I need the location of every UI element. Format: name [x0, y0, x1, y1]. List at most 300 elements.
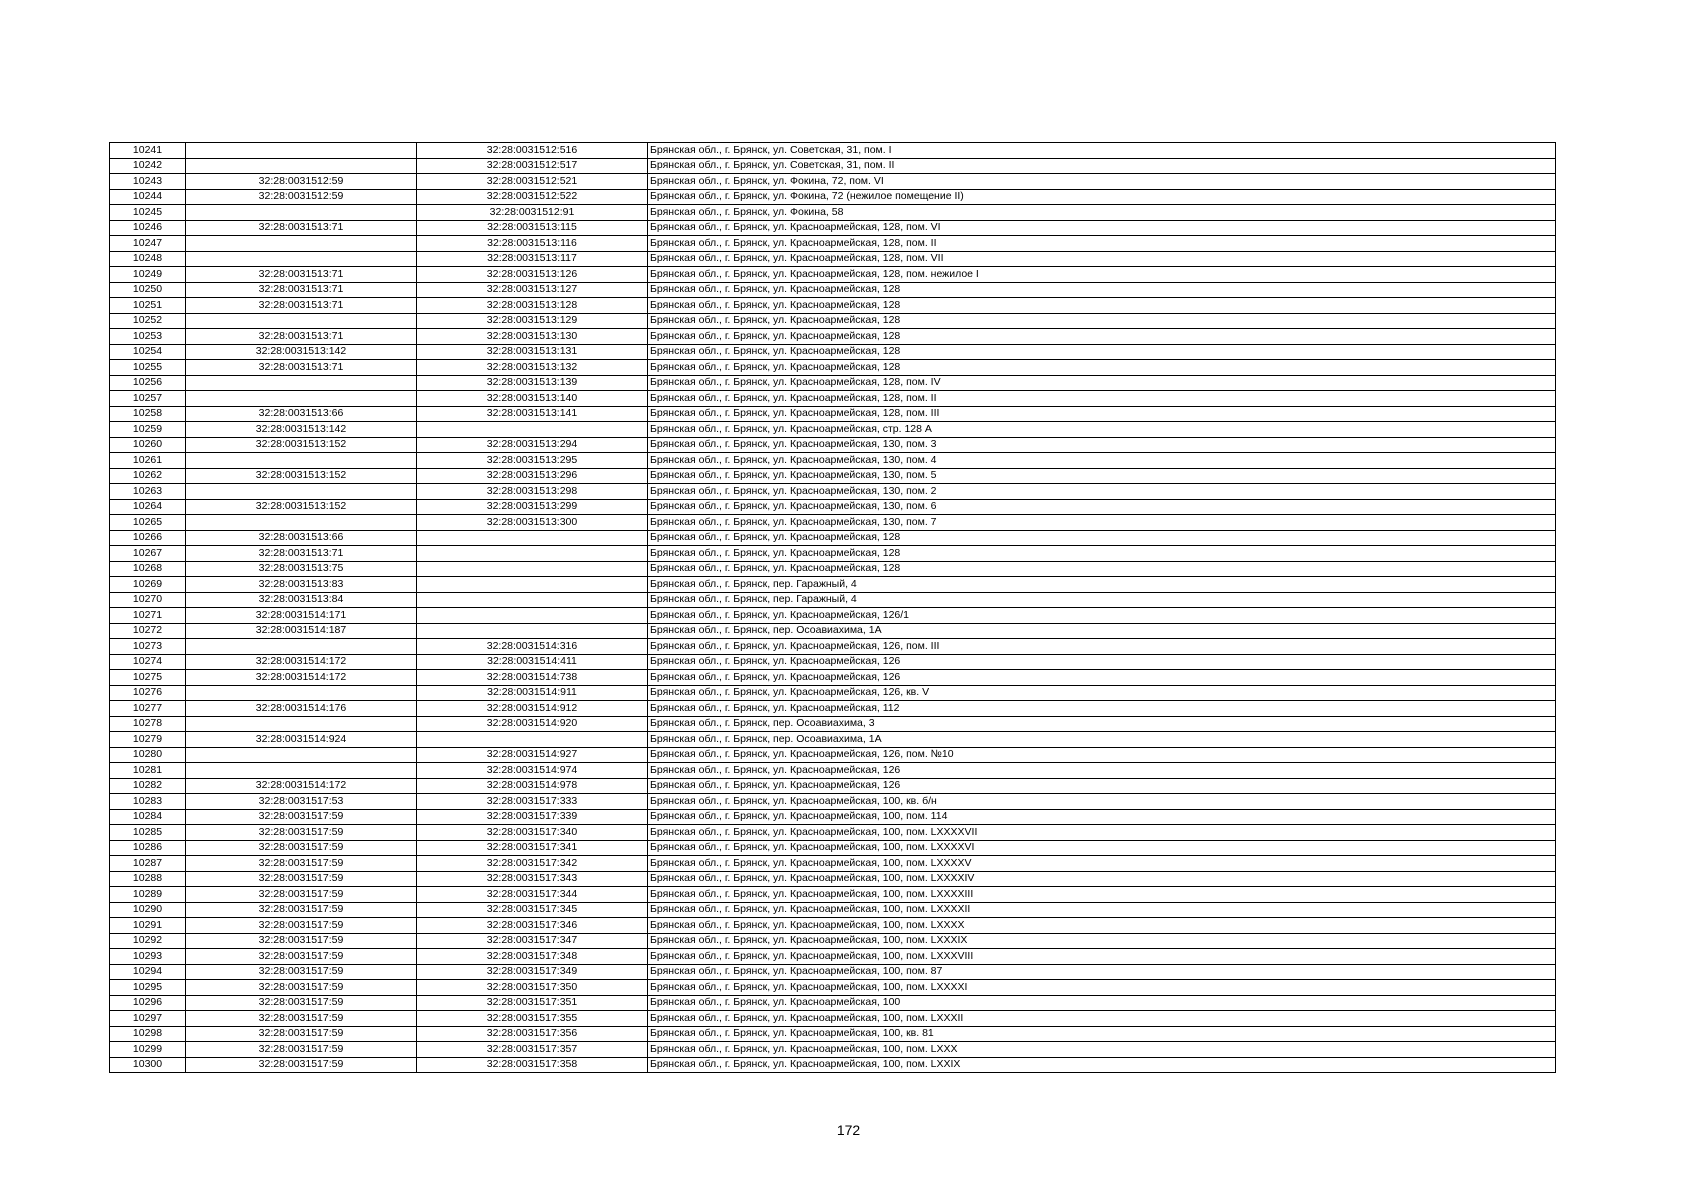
parent-cadastral-number-cell: 32:28:0031513:152	[186, 468, 417, 484]
table-row	[110, 871, 1556, 887]
table-row	[110, 577, 1556, 593]
cadastral-number-cell: 32:28:0031513:117	[417, 251, 648, 267]
cadastral-number-cell: 32:28:0031517:339	[417, 809, 648, 825]
parent-cadastral-number-cell: 32:28:0031512:59	[186, 174, 417, 190]
cadastral-number-cell	[417, 422, 648, 438]
address-cell: Брянская обл., г. Брянск, ул. Красноармейская, 100, кв. 81	[648, 1026, 1556, 1042]
address-cell: Брянская обл., г. Брянск, ул. Красноармейская, 128	[648, 313, 1556, 329]
cadastral-number-cell: 32:28:0031513:300	[417, 515, 648, 531]
address-cell: Брянская обл., г. Брянск, ул. Красноармейская, 100, пом. LXXXXVI	[648, 840, 1556, 856]
cadastral-number-cell: 32:28:0031517:349	[417, 964, 648, 980]
cadastral-number-cell: 32:28:0031514:738	[417, 670, 648, 686]
row-number-cell: 10280	[110, 747, 186, 763]
parent-cadastral-number-cell: 32:28:0031514:172	[186, 670, 417, 686]
parent-cadastral-number-cell: 32:28:0031513:66	[186, 530, 417, 546]
address-cell: Брянская обл., г. Брянск, ул. Красноармейская, 126/1	[648, 608, 1556, 624]
row-number-cell: 10242	[110, 158, 186, 174]
parent-cadastral-number-cell: 32:28:0031513:152	[186, 499, 417, 515]
parent-cadastral-number-cell: 32:28:0031517:59	[186, 1026, 417, 1042]
address-cell: Брянская обл., г. Брянск, ул. Красноармейская, 126, пом. III	[648, 639, 1556, 655]
address-cell: Брянская обл., г. Брянск, ул. Фокина, 58	[648, 205, 1556, 221]
address-cell: Брянская обл., г. Брянск, ул. Красноармейская, 128, пом. нежилое I	[648, 267, 1556, 283]
table-row	[110, 298, 1556, 314]
table-row	[110, 902, 1556, 918]
row-number-cell: 10262	[110, 468, 186, 484]
address-cell: Брянская обл., г. Брянск, ул. Красноармейская, 100, пом. LXXXII	[648, 1011, 1556, 1027]
parent-cadastral-number-cell: 32:28:0031513:142	[186, 344, 417, 360]
cadastral-number-cell: 32:28:0031513:139	[417, 375, 648, 391]
address-cell: Брянская обл., г. Брянск, ул. Красноармейская, 100, пом. LXXXVIII	[648, 949, 1556, 965]
table-row	[110, 530, 1556, 546]
table-row	[110, 468, 1556, 484]
row-number-cell: 10286	[110, 840, 186, 856]
cadastral-number-cell: 32:28:0031512:522	[417, 189, 648, 205]
table-row	[110, 391, 1556, 407]
parent-cadastral-number-cell: 32:28:0031513:83	[186, 577, 417, 593]
row-number-cell: 10249	[110, 267, 186, 283]
table-row	[110, 1011, 1556, 1027]
table-row	[110, 840, 1556, 856]
table-row	[110, 670, 1556, 686]
row-number-cell: 10285	[110, 825, 186, 841]
address-cell: Брянская обл., г. Брянск, ул. Красноармейская, 128	[648, 282, 1556, 298]
address-cell: Брянская обл., г. Брянск, ул. Красноармейская, 100, пом. LXXXIX	[648, 933, 1556, 949]
table-row	[110, 732, 1556, 748]
parent-cadastral-number-cell	[186, 251, 417, 267]
row-number-cell: 10279	[110, 732, 186, 748]
row-number-cell: 10292	[110, 933, 186, 949]
parent-cadastral-number-cell: 32:28:0031517:59	[186, 902, 417, 918]
row-number-cell: 10266	[110, 530, 186, 546]
parent-cadastral-number-cell: 32:28:0031517:59	[186, 840, 417, 856]
table-row	[110, 654, 1556, 670]
table-row	[110, 561, 1556, 577]
address-cell: Брянская обл., г. Брянск, пер. Гаражный, 4	[648, 577, 1556, 593]
cadastral-number-cell: 32:28:0031512:516	[417, 143, 648, 159]
parent-cadastral-number-cell: 32:28:0031517:59	[186, 1057, 417, 1073]
address-cell: Брянская обл., г. Брянск, ул. Красноармейская, 126	[648, 654, 1556, 670]
address-cell: Брянская обл., г. Брянск, пер. Осоавиахима, 1А	[648, 732, 1556, 748]
table-row	[110, 1026, 1556, 1042]
address-cell: Брянская обл., г. Брянск, ул. Советская, 31, пом. II	[648, 158, 1556, 174]
cadastral-number-cell: 32:28:0031512:521	[417, 174, 648, 190]
address-cell: Брянская обл., г. Брянск, ул. Красноармейская, 130, пом. 3	[648, 437, 1556, 453]
address-cell: Брянская обл., г. Брянск, ул. Красноармейская, 128, пом. IV	[648, 375, 1556, 391]
table-row	[110, 251, 1556, 267]
cadastral-number-cell: 32:28:0031517:341	[417, 840, 648, 856]
row-number-cell: 10297	[110, 1011, 186, 1027]
parent-cadastral-number-cell	[186, 158, 417, 174]
cadastral-number-cell: 32:28:0031514:912	[417, 701, 648, 717]
address-cell: Брянская обл., г. Брянск, ул. Красноармейская, 126, пом. №10	[648, 747, 1556, 763]
table-row	[110, 685, 1556, 701]
address-cell: Брянская обл., г. Брянск, ул. Советская, 31, пом. I	[648, 143, 1556, 159]
row-number-cell: 10272	[110, 623, 186, 639]
cadastral-number-cell	[417, 608, 648, 624]
row-number-cell: 10250	[110, 282, 186, 298]
row-number-cell: 10294	[110, 964, 186, 980]
parent-cadastral-number-cell: 32:28:0031514:172	[186, 778, 417, 794]
parent-cadastral-number-cell: 32:28:0031513:71	[186, 329, 417, 345]
parent-cadastral-number-cell: 32:28:0031513:71	[186, 298, 417, 314]
table-row	[110, 329, 1556, 345]
parent-cadastral-number-cell: 32:28:0031517:59	[186, 933, 417, 949]
table-row	[110, 887, 1556, 903]
cadastral-number-cell: 32:28:0031517:348	[417, 949, 648, 965]
cadastral-number-cell: 32:28:0031517:340	[417, 825, 648, 841]
table-row	[110, 794, 1556, 810]
row-number-cell: 10247	[110, 236, 186, 252]
parent-cadastral-number-cell	[186, 391, 417, 407]
address-cell: Брянская обл., г. Брянск, пер. Осоавиахима, 3	[648, 716, 1556, 732]
address-cell: Брянская обл., г. Брянск, ул. Красноармейская, 130, пом. 2	[648, 484, 1556, 500]
address-cell: Брянская обл., г. Брянск, ул. Красноармейская, 100, пом. LXXXXVII	[648, 825, 1556, 841]
table-row	[110, 701, 1556, 717]
cadastral-number-cell: 32:28:0031513:115	[417, 220, 648, 236]
parent-cadastral-number-cell: 32:28:0031513:71	[186, 360, 417, 376]
parent-cadastral-number-cell: 32:28:0031513:71	[186, 282, 417, 298]
register-table	[109, 142, 1556, 1073]
address-cell: Брянская обл., г. Брянск, ул. Красноармейская, 128	[648, 329, 1556, 345]
address-cell: Брянская обл., г. Брянск, ул. Красноармейская, 100, пом. 114	[648, 809, 1556, 825]
row-number-cell: 10248	[110, 251, 186, 267]
row-number-cell: 10241	[110, 143, 186, 159]
row-number-cell: 10260	[110, 437, 186, 453]
cadastral-number-cell: 32:28:0031513:298	[417, 484, 648, 500]
table-row	[110, 174, 1556, 190]
cadastral-number-cell: 32:28:0031513:296	[417, 468, 648, 484]
parent-cadastral-number-cell	[186, 685, 417, 701]
table-row	[110, 964, 1556, 980]
row-number-cell: 10255	[110, 360, 186, 376]
address-cell: Брянская обл., г. Брянск, ул. Красноармейская, 100, пом. LXXXXIII	[648, 887, 1556, 903]
address-cell: Брянская обл., г. Брянск, ул. Красноармейская, 130, пом. 5	[648, 468, 1556, 484]
cadastral-number-cell: 32:28:0031513:131	[417, 344, 648, 360]
address-cell: Брянская обл., г. Брянск, ул. Красноармейская, 128, пом. VII	[648, 251, 1556, 267]
table-row	[110, 1042, 1556, 1058]
cadastral-number-cell: 32:28:0031514:911	[417, 685, 648, 701]
address-cell: Брянская обл., г. Брянск, ул. Красноармейская, 126	[648, 670, 1556, 686]
cadastral-number-cell: 32:28:0031513:126	[417, 267, 648, 283]
address-cell: Брянская обл., г. Брянск, ул. Красноармейская, 100, пом. LXXXXIV	[648, 871, 1556, 887]
row-number-cell: 10264	[110, 499, 186, 515]
row-number-cell: 10256	[110, 375, 186, 391]
table-row	[110, 267, 1556, 283]
table-row	[110, 1057, 1556, 1073]
cadastral-number-cell: 32:28:0031517:343	[417, 871, 648, 887]
row-number-cell: 10263	[110, 484, 186, 500]
cadastral-number-cell: 32:28:0031514:978	[417, 778, 648, 794]
parent-cadastral-number-cell: 32:28:0031513:142	[186, 422, 417, 438]
row-number-cell: 10244	[110, 189, 186, 205]
row-number-cell: 10275	[110, 670, 186, 686]
parent-cadastral-number-cell: 32:28:0031517:59	[186, 995, 417, 1011]
table-row	[110, 639, 1556, 655]
parent-cadastral-number-cell	[186, 763, 417, 779]
cadastral-number-cell: 32:28:0031513:140	[417, 391, 648, 407]
row-number-cell: 10268	[110, 561, 186, 577]
parent-cadastral-number-cell: 32:28:0031514:176	[186, 701, 417, 717]
address-cell: Брянская обл., г. Брянск, ул. Красноармейская, 126	[648, 763, 1556, 779]
parent-cadastral-number-cell: 32:28:0031517:59	[186, 856, 417, 872]
cadastral-number-cell: 32:28:0031513:127	[417, 282, 648, 298]
parent-cadastral-number-cell: 32:28:0031517:59	[186, 1011, 417, 1027]
row-number-cell: 10274	[110, 654, 186, 670]
address-cell: Брянская обл., г. Брянск, ул. Красноармейская, 128	[648, 344, 1556, 360]
cadastral-number-cell: 32:28:0031514:316	[417, 639, 648, 655]
parent-cadastral-number-cell: 32:28:0031514:924	[186, 732, 417, 748]
row-number-cell: 10296	[110, 995, 186, 1011]
cadastral-number-cell: 32:28:0031517:356	[417, 1026, 648, 1042]
table-row	[110, 980, 1556, 996]
address-cell: Брянская обл., г. Брянск, ул. Красноармейская, 128	[648, 298, 1556, 314]
table-row	[110, 220, 1556, 236]
table-row	[110, 592, 1556, 608]
parent-cadastral-number-cell: 32:28:0031513:66	[186, 406, 417, 422]
table-row	[110, 205, 1556, 221]
row-number-cell: 10289	[110, 887, 186, 903]
page-number: 172	[836, 1122, 861, 1138]
cadastral-number-cell: 32:28:0031513:294	[417, 437, 648, 453]
register-body	[110, 143, 1556, 1073]
cadastral-number-cell: 32:28:0031513:130	[417, 329, 648, 345]
table-row	[110, 484, 1556, 500]
table-row	[110, 809, 1556, 825]
parent-cadastral-number-cell: 32:28:0031517:59	[186, 918, 417, 934]
parent-cadastral-number-cell	[186, 484, 417, 500]
row-number-cell: 10254	[110, 344, 186, 360]
cadastral-number-cell: 32:28:0031513:299	[417, 499, 648, 515]
address-cell: Брянская обл., г. Брянск, ул. Красноармейская, 130, пом. 4	[648, 453, 1556, 469]
row-number-cell: 10300	[110, 1057, 186, 1073]
table-row	[110, 949, 1556, 965]
row-number-cell: 10291	[110, 918, 186, 934]
parent-cadastral-number-cell: 32:28:0031513:75	[186, 561, 417, 577]
parent-cadastral-number-cell: 32:28:0031513:84	[186, 592, 417, 608]
cadastral-number-cell: 32:28:0031517:346	[417, 918, 648, 934]
row-number-cell: 10293	[110, 949, 186, 965]
parent-cadastral-number-cell	[186, 205, 417, 221]
address-cell: Брянская обл., г. Брянск, ул. Красноармейская, стр. 128 А	[648, 422, 1556, 438]
row-number-cell: 10269	[110, 577, 186, 593]
parent-cadastral-number-cell: 32:28:0031513:152	[186, 437, 417, 453]
row-number-cell: 10299	[110, 1042, 186, 1058]
address-cell: Брянская обл., г. Брянск, ул. Красноармейская, 112	[648, 701, 1556, 717]
table-row	[110, 499, 1556, 515]
cadastral-number-cell: 32:28:0031512:91	[417, 205, 648, 221]
cadastral-number-cell: 32:28:0031513:295	[417, 453, 648, 469]
row-number-cell: 10253	[110, 329, 186, 345]
row-number-cell: 10270	[110, 592, 186, 608]
cadastral-number-cell: 32:28:0031513:128	[417, 298, 648, 314]
row-number-cell: 10257	[110, 391, 186, 407]
row-number-cell: 10284	[110, 809, 186, 825]
cadastral-number-cell	[417, 577, 648, 593]
table-row	[110, 515, 1556, 531]
parent-cadastral-number-cell: 32:28:0031517:59	[186, 871, 417, 887]
parent-cadastral-number-cell: 32:28:0031514:172	[186, 654, 417, 670]
cadastral-number-cell: 32:28:0031517:350	[417, 980, 648, 996]
address-cell: Брянская обл., г. Брянск, ул. Красноармейская, 126, кв. V	[648, 685, 1556, 701]
row-number-cell: 10259	[110, 422, 186, 438]
table-row	[110, 856, 1556, 872]
address-cell: Брянская обл., г. Брянск, ул. Красноармейская, 128	[648, 530, 1556, 546]
parent-cadastral-number-cell	[186, 515, 417, 531]
row-number-cell: 10261	[110, 453, 186, 469]
cadastral-number-cell	[417, 732, 648, 748]
cadastral-number-cell	[417, 561, 648, 577]
table-row	[110, 313, 1556, 329]
cadastral-number-cell: 32:28:0031517:355	[417, 1011, 648, 1027]
cadastral-number-cell: 32:28:0031517:351	[417, 995, 648, 1011]
table-row	[110, 158, 1556, 174]
table-row	[110, 437, 1556, 453]
table-row	[110, 546, 1556, 562]
address-cell: Брянская обл., г. Брянск, ул. Красноармейская, 126	[648, 778, 1556, 794]
cadastral-number-cell: 32:28:0031517:357	[417, 1042, 648, 1058]
address-cell: Брянская обл., г. Брянск, ул. Красноармейская, 128, пом. III	[648, 406, 1556, 422]
table-row	[110, 608, 1556, 624]
address-cell: Брянская обл., г. Брянск, ул. Красноармейская, 100, пом. LXXXX	[648, 918, 1556, 934]
cadastral-number-cell: 32:28:0031513:116	[417, 236, 648, 252]
table-row	[110, 453, 1556, 469]
row-number-cell: 10287	[110, 856, 186, 872]
cadastral-number-cell: 32:28:0031517:358	[417, 1057, 648, 1073]
cadastral-number-cell: 32:28:0031517:347	[417, 933, 648, 949]
table-row	[110, 143, 1556, 159]
table-row	[110, 918, 1556, 934]
table-row	[110, 236, 1556, 252]
row-number-cell: 10282	[110, 778, 186, 794]
address-cell: Брянская обл., г. Брянск, ул. Красноармейская, 100, пом. LXXXXV	[648, 856, 1556, 872]
address-cell: Брянская обл., г. Брянск, пер. Гаражный, 4	[648, 592, 1556, 608]
parent-cadastral-number-cell: 32:28:0031512:59	[186, 189, 417, 205]
address-cell: Брянская обл., г. Брянск, ул. Красноармейская, 100, кв. б/н	[648, 794, 1556, 810]
cadastral-number-cell: 32:28:0031513:129	[417, 313, 648, 329]
address-cell: Брянская обл., г. Брянск, ул. Красноармейская, 128, пом. VI	[648, 220, 1556, 236]
parent-cadastral-number-cell: 32:28:0031517:59	[186, 809, 417, 825]
address-cell: Брянская обл., г. Брянск, ул. Красноармейская, 100, пом. LXXIX	[648, 1057, 1556, 1073]
address-cell: Брянская обл., г. Брянск, ул. Фокина, 72 (нежилое помещение II)	[648, 189, 1556, 205]
parent-cadastral-number-cell: 32:28:0031517:59	[186, 980, 417, 996]
row-number-cell: 10245	[110, 205, 186, 221]
address-cell: Брянская обл., г. Брянск, ул. Красноармейская, 130, пом. 7	[648, 515, 1556, 531]
cadastral-number-cell: 32:28:0031513:132	[417, 360, 648, 376]
parent-cadastral-number-cell: 32:28:0031513:71	[186, 267, 417, 283]
parent-cadastral-number-cell	[186, 747, 417, 763]
parent-cadastral-number-cell: 32:28:0031517:53	[186, 794, 417, 810]
cadastral-number-cell: 32:28:0031513:141	[417, 406, 648, 422]
cadastral-number-cell: 32:28:0031514:411	[417, 654, 648, 670]
address-cell: Брянская обл., г. Брянск, ул. Фокина, 72, пом. VI	[648, 174, 1556, 190]
address-cell: Брянская обл., г. Брянск, ул. Красноармейская, 130, пом. 6	[648, 499, 1556, 515]
address-cell: Брянская обл., г. Брянск, ул. Красноармейская, 128	[648, 360, 1556, 376]
cadastral-number-cell: 32:28:0031514:927	[417, 747, 648, 763]
row-number-cell: 10271	[110, 608, 186, 624]
table-row	[110, 933, 1556, 949]
row-number-cell: 10283	[110, 794, 186, 810]
cadastral-number-cell	[417, 623, 648, 639]
cadastral-number-cell: 32:28:0031517:345	[417, 902, 648, 918]
cadastral-number-cell: 32:28:0031514:920	[417, 716, 648, 732]
address-cell: Брянская обл., г. Брянск, ул. Красноармейская, 100, пом. 87	[648, 964, 1556, 980]
cadastral-number-cell: 32:28:0031514:974	[417, 763, 648, 779]
row-number-cell: 10298	[110, 1026, 186, 1042]
row-number-cell: 10265	[110, 515, 186, 531]
table-row	[110, 623, 1556, 639]
row-number-cell: 10278	[110, 716, 186, 732]
row-number-cell: 10246	[110, 220, 186, 236]
table-row	[110, 422, 1556, 438]
table-row	[110, 375, 1556, 391]
parent-cadastral-number-cell: 32:28:0031513:71	[186, 220, 417, 236]
row-number-cell: 10277	[110, 701, 186, 717]
parent-cadastral-number-cell: 32:28:0031517:59	[186, 949, 417, 965]
parent-cadastral-number-cell	[186, 143, 417, 159]
parent-cadastral-number-cell: 32:28:0031517:59	[186, 964, 417, 980]
cadastral-number-cell	[417, 592, 648, 608]
row-number-cell: 10243	[110, 174, 186, 190]
address-cell: Брянская обл., г. Брянск, ул. Красноармейская, 100	[648, 995, 1556, 1011]
cadastral-number-cell: 32:28:0031517:344	[417, 887, 648, 903]
parent-cadastral-number-cell	[186, 313, 417, 329]
address-cell: Брянская обл., г. Брянск, ул. Красноармейская, 100, пом. LXXXXI	[648, 980, 1556, 996]
cadastral-number-cell: 32:28:0031512:517	[417, 158, 648, 174]
address-cell: Брянская обл., г. Брянск, ул. Красноармейская, 128, пом. II	[648, 236, 1556, 252]
cadastral-number-cell	[417, 546, 648, 562]
parent-cadastral-number-cell	[186, 453, 417, 469]
table-row	[110, 763, 1556, 779]
table-row	[110, 189, 1556, 205]
cadastral-number-cell: 32:28:0031517:333	[417, 794, 648, 810]
address-cell: Брянская обл., г. Брянск, ул. Красноармейская, 128, пом. II	[648, 391, 1556, 407]
row-number-cell: 10251	[110, 298, 186, 314]
parent-cadastral-number-cell: 32:28:0031514:171	[186, 608, 417, 624]
address-cell: Брянская обл., г. Брянск, ул. Красноармейская, 128	[648, 561, 1556, 577]
table-row	[110, 778, 1556, 794]
parent-cadastral-number-cell	[186, 716, 417, 732]
row-number-cell: 10288	[110, 871, 186, 887]
table-row	[110, 360, 1556, 376]
parent-cadastral-number-cell	[186, 375, 417, 391]
row-number-cell: 10295	[110, 980, 186, 996]
parent-cadastral-number-cell: 32:28:0031517:59	[186, 825, 417, 841]
table-row	[110, 282, 1556, 298]
parent-cadastral-number-cell	[186, 236, 417, 252]
parent-cadastral-number-cell: 32:28:0031514:187	[186, 623, 417, 639]
table-row	[110, 716, 1556, 732]
table-row	[110, 344, 1556, 360]
table-row	[110, 995, 1556, 1011]
table-row	[110, 406, 1556, 422]
address-cell: Брянская обл., г. Брянск, пер. Осоавиахима, 1А	[648, 623, 1556, 639]
parent-cadastral-number-cell: 32:28:0031517:59	[186, 1042, 417, 1058]
cadastral-number-cell	[417, 530, 648, 546]
address-cell: Брянская обл., г. Брянск, ул. Красноармейская, 128	[648, 546, 1556, 562]
parent-cadastral-number-cell: 32:28:0031517:59	[186, 887, 417, 903]
row-number-cell: 10290	[110, 902, 186, 918]
row-number-cell: 10281	[110, 763, 186, 779]
parent-cadastral-number-cell	[186, 639, 417, 655]
row-number-cell: 10258	[110, 406, 186, 422]
row-number-cell: 10252	[110, 313, 186, 329]
row-number-cell: 10273	[110, 639, 186, 655]
cadastral-number-cell: 32:28:0031517:342	[417, 856, 648, 872]
address-cell: Брянская обл., г. Брянск, ул. Красноармейская, 100, пом. LXXX	[648, 1042, 1556, 1058]
table-row	[110, 825, 1556, 841]
table-row	[110, 747, 1556, 763]
address-cell: Брянская обл., г. Брянск, ул. Красноармейская, 100, пом. LXXXXII	[648, 902, 1556, 918]
